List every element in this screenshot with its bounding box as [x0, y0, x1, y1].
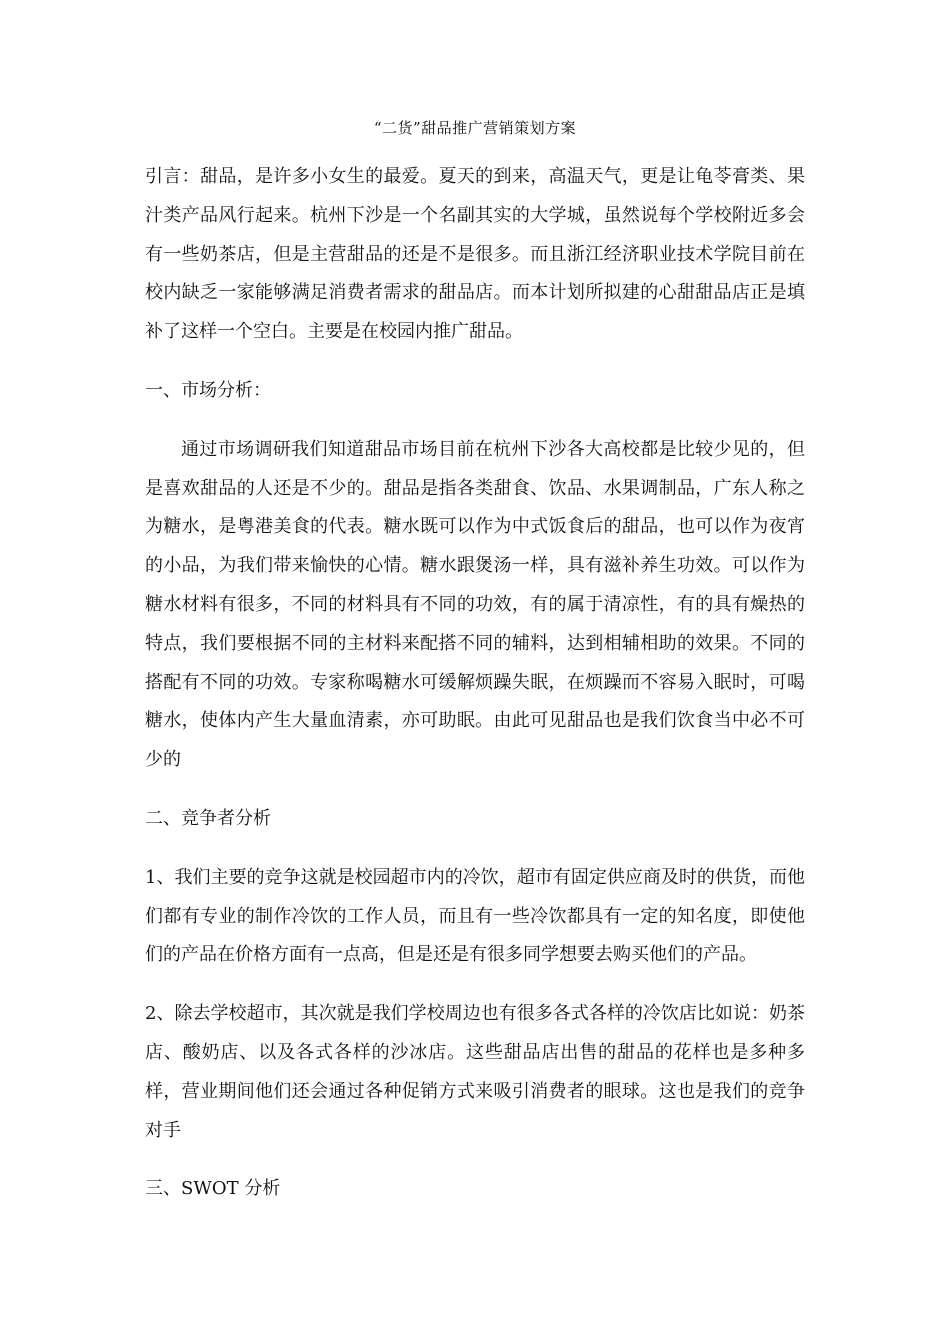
intro-paragraph: 引言：甜品，是许多小女生的最爱。夏天的到来，高温天气，更是让龟苓膏类、果汁类产品风行起来。杭州下沙是一个名副其实的大学城，虽然说每个学校附近多会有一些奶茶店，但是主营甜品的还是不是很多。而且浙江经济职业技术学院目前在校内缺乏一家能够满足消费者需求的甜品店。而本计划所拟建的心甜甜品店正是填补了这样一个空白。主要是在校园内推广甜品。	[145, 166, 805, 343]
document-body	[145, 158, 805, 1209]
document-title: “二货”甜品推广营销策划方案	[373, 119, 577, 137]
section-heading-competitor-analysis: 二、竞争者分析	[145, 807, 271, 829]
competitor-item-2: 2、除去学校超市，其次就是我们学校周边也有很多各式各样的冷饮店比如说：奶茶店、酸奶店、以及各式各样的沙冰店。这些甜品店出售的甜品的花样也是多种多样，营业期间他们还会通过各种促销方式来吸引消费者的眼球。这也是我们的竞争对手	[145, 1003, 805, 1141]
section-heading-market-analysis: 一、市场分析：	[145, 379, 271, 401]
competitor-item-1: 1、我们主要的竞争这就是校园超市内的冷饮，超市有固定供应商及时的供货，而他们都有专业的制作冷饮的工作人员，而且有一些冷饮都具有一定的知名度，即使他们的产品在价格方面有一点高，但是还是有很多同学想要去购买他们的产品。	[145, 866, 805, 966]
market-analysis-paragraph: 通过市场调研我们知道甜品市场目前在杭州下沙各大高校都是比较少见的，但是喜欢甜品的人还是不少的。甜品是指各类甜食、饮品、水果调制品，广东人称之为糖水，是粤港美食的代表。糖水既可以作为中式饭食后的甜品，也可以作为夜宵的小品，为我们带来愉快的心情。糖水跟煲汤一样，具有滋补养生功效。可以作为糖水材料有很多，不同的材料具有不同的功效，有的属于清凉性，有的具有燥热的特点，我们要根据不同的主材料来配搭不同的辅料，达到相辅相助的效果。不同的搭配有不同的功效。专家称喝糖水可缓解烦躁失眠，在烦躁而不容易入眠时，可喝糖水，使体内产生大量血清素，亦可助眠。由此可见甜品也是我们饮食当中必不可少的	[145, 438, 805, 771]
section-heading-swot: 三、SWOT 分析	[145, 1178, 281, 1200]
